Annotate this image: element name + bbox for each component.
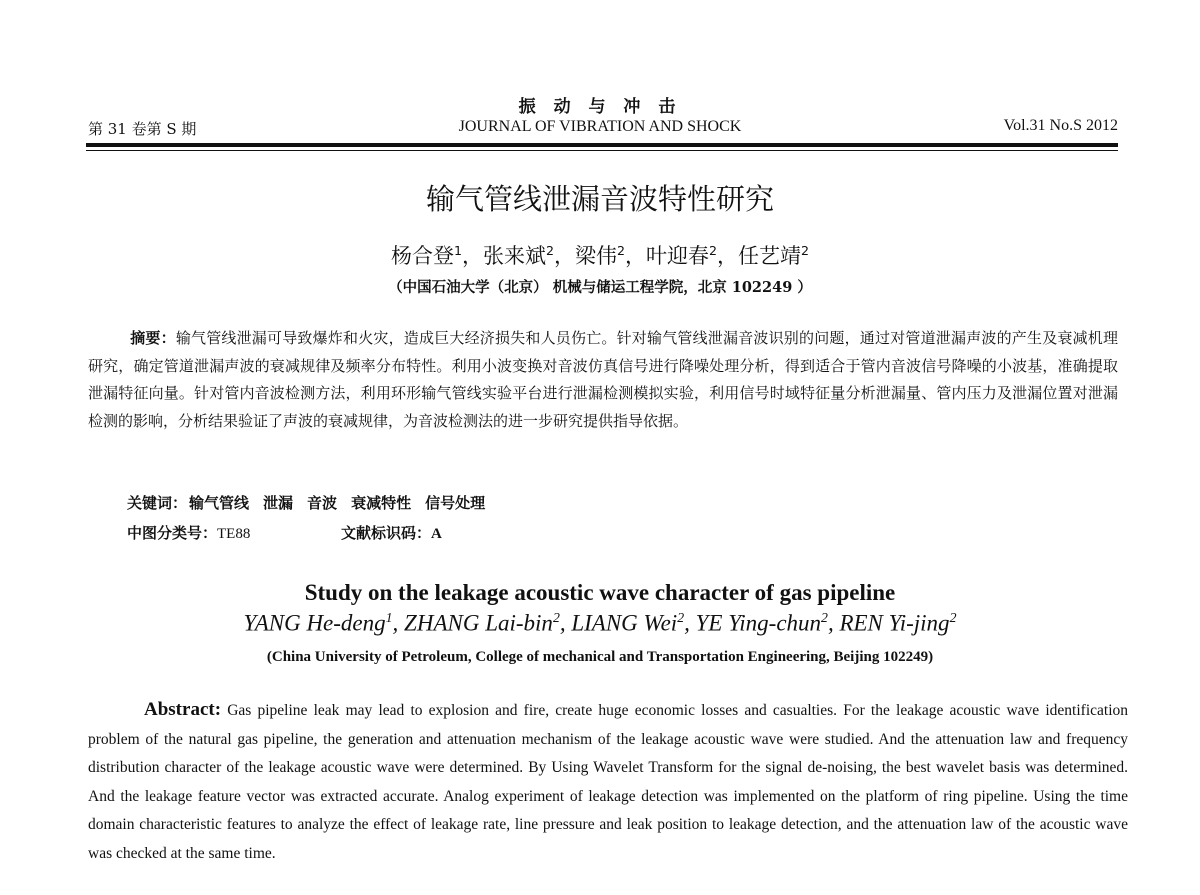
affiliation-marker: 2 <box>949 610 957 625</box>
abstract-text-cn: 输气管线泄漏可导致爆炸和火灾，造成巨大经济损失和人员伤亡。针对输气管线泄漏音波识别的问题，通过对管道泄漏声波的产生及衰减机理研究，确定管道泄漏声波的衰减规律及频率分布特性。利用小波变换对音波仿真信号进行降噪处理分析，得到适合于管内音波信号降噪的小波基，准确提取泄漏特征向量。针对管内音波检测方法，利用环形输气管线实验平台进行泄漏检测模拟实验，利用信号时域特征量分析泄漏量、管内压力及泄漏位置对泄漏检测的影响，分析结果验证了声波的衰减规律，为音波检测法的进一步研究提供指导依据。 <box>88 329 1118 430</box>
affiliation-marker: 2 <box>552 610 560 625</box>
keyword-item: 输气管线 <box>189 494 250 512</box>
author-separator: ， <box>553 244 575 268</box>
keyword-item: 信号处理 <box>425 494 486 512</box>
document-code-value: A <box>431 526 442 542</box>
author-separator: ， <box>717 244 739 268</box>
author-name: 梁伟 <box>574 244 617 268</box>
author-list-en <box>0 610 1200 637</box>
affiliation-marker: 2 <box>545 243 554 258</box>
affiliation-marker: 2 <box>616 243 625 258</box>
paper-title-en: Study on the leakage acoustic wave character of gas pipeline <box>304 580 896 605</box>
affiliation-marker: 2 <box>801 243 810 258</box>
header-rule-thick <box>86 143 1118 147</box>
keyword-item: 泄漏 <box>263 494 294 512</box>
keyword-item: 衰减特性 <box>351 494 412 512</box>
affiliation-cn: （中国石油大学（北京） 机械与储运工程学院，北京 102249 ） <box>388 279 812 296</box>
journal-name-cn: 振 动 与 冲 击 <box>518 97 682 117</box>
affiliation-marker: 2 <box>677 610 685 625</box>
abstract-label-en: Abstract: <box>144 699 222 720</box>
classification-label: 中图分类号： <box>127 524 218 542</box>
journal-name-en: JOURNAL OF VIBRATION AND SHOCK <box>458 118 742 135</box>
author-name: YANG He-deng <box>243 610 386 636</box>
author-name: 任艺靖 <box>738 244 802 268</box>
keywords-label: 关键词： <box>127 494 188 512</box>
author-separator: ， <box>461 244 483 268</box>
document-code-label: 文献标识码： <box>341 524 432 542</box>
classification-value: TE88 <box>217 526 251 542</box>
issue-number-cn: 第 31 卷第 S 期 <box>88 120 197 138</box>
author-separator: , <box>559 610 572 636</box>
affiliation-marker: 1 <box>453 243 462 258</box>
author-name: 叶迎春 <box>646 244 709 268</box>
affiliation-marker: 2 <box>709 243 718 258</box>
affiliation-en: (China University of Petroleum, College of mechanical and Transportation Engineering, Beijing 102249) <box>266 649 934 665</box>
header-rule-thin <box>86 150 1118 151</box>
affiliation-marker: 2 <box>821 610 828 625</box>
author-separator: , <box>684 610 696 636</box>
author-name: 张来斌 <box>482 244 546 268</box>
author-name: YE Ying-chun <box>695 610 822 636</box>
affiliation-marker: 1 <box>385 610 393 625</box>
paper-title-cn: 输气管线泄漏音波特性研究 <box>425 182 774 216</box>
author-name: ZHANG Lai-bin <box>404 610 553 636</box>
author-name: 杨合登 <box>390 244 454 268</box>
author-separator: , <box>392 610 405 636</box>
keywords-cn <box>127 492 499 513</box>
volume-info: Vol.31 No.S 2012 <box>1003 117 1118 134</box>
author-list-cn <box>0 240 1200 270</box>
author-name: LIANG Wei <box>571 610 678 636</box>
author-separator: ， <box>625 244 646 268</box>
keyword-item: 音波 <box>307 494 338 512</box>
document-code <box>341 522 442 543</box>
author-separator: , <box>827 610 840 636</box>
author-name: REN Yi-jing <box>839 610 950 636</box>
abstract-en <box>88 696 1128 869</box>
abstract-label-cn: 摘要： <box>130 329 176 347</box>
classification-number <box>127 522 250 543</box>
abstract-cn <box>88 325 1118 435</box>
abstract-text-en: Gas pipeline leak may lead to explosion and fire, create huge economic losses and casualties. For the leakage acoustic wave identification problem of the natural gas pipeline, the generation and attenuation mechanism of the leakage acoustic wave were studied. And the attenuation law and frequency distribution character of the leakage acoustic wave were determined. By Using Wavelet Transform for the signal de-noising, the best wavelet basis was determined. And the leakage feature vector was extracted accurate. Analog experiment of leakage detection was implemented on the platform of ring pipeline. Using the time domain characteristic features to analyze the effect of leakage rate, line pressure and leak position to leakage detection, and the attenuation law of the acoustic wave was checked at the same time. <box>88 702 1129 862</box>
